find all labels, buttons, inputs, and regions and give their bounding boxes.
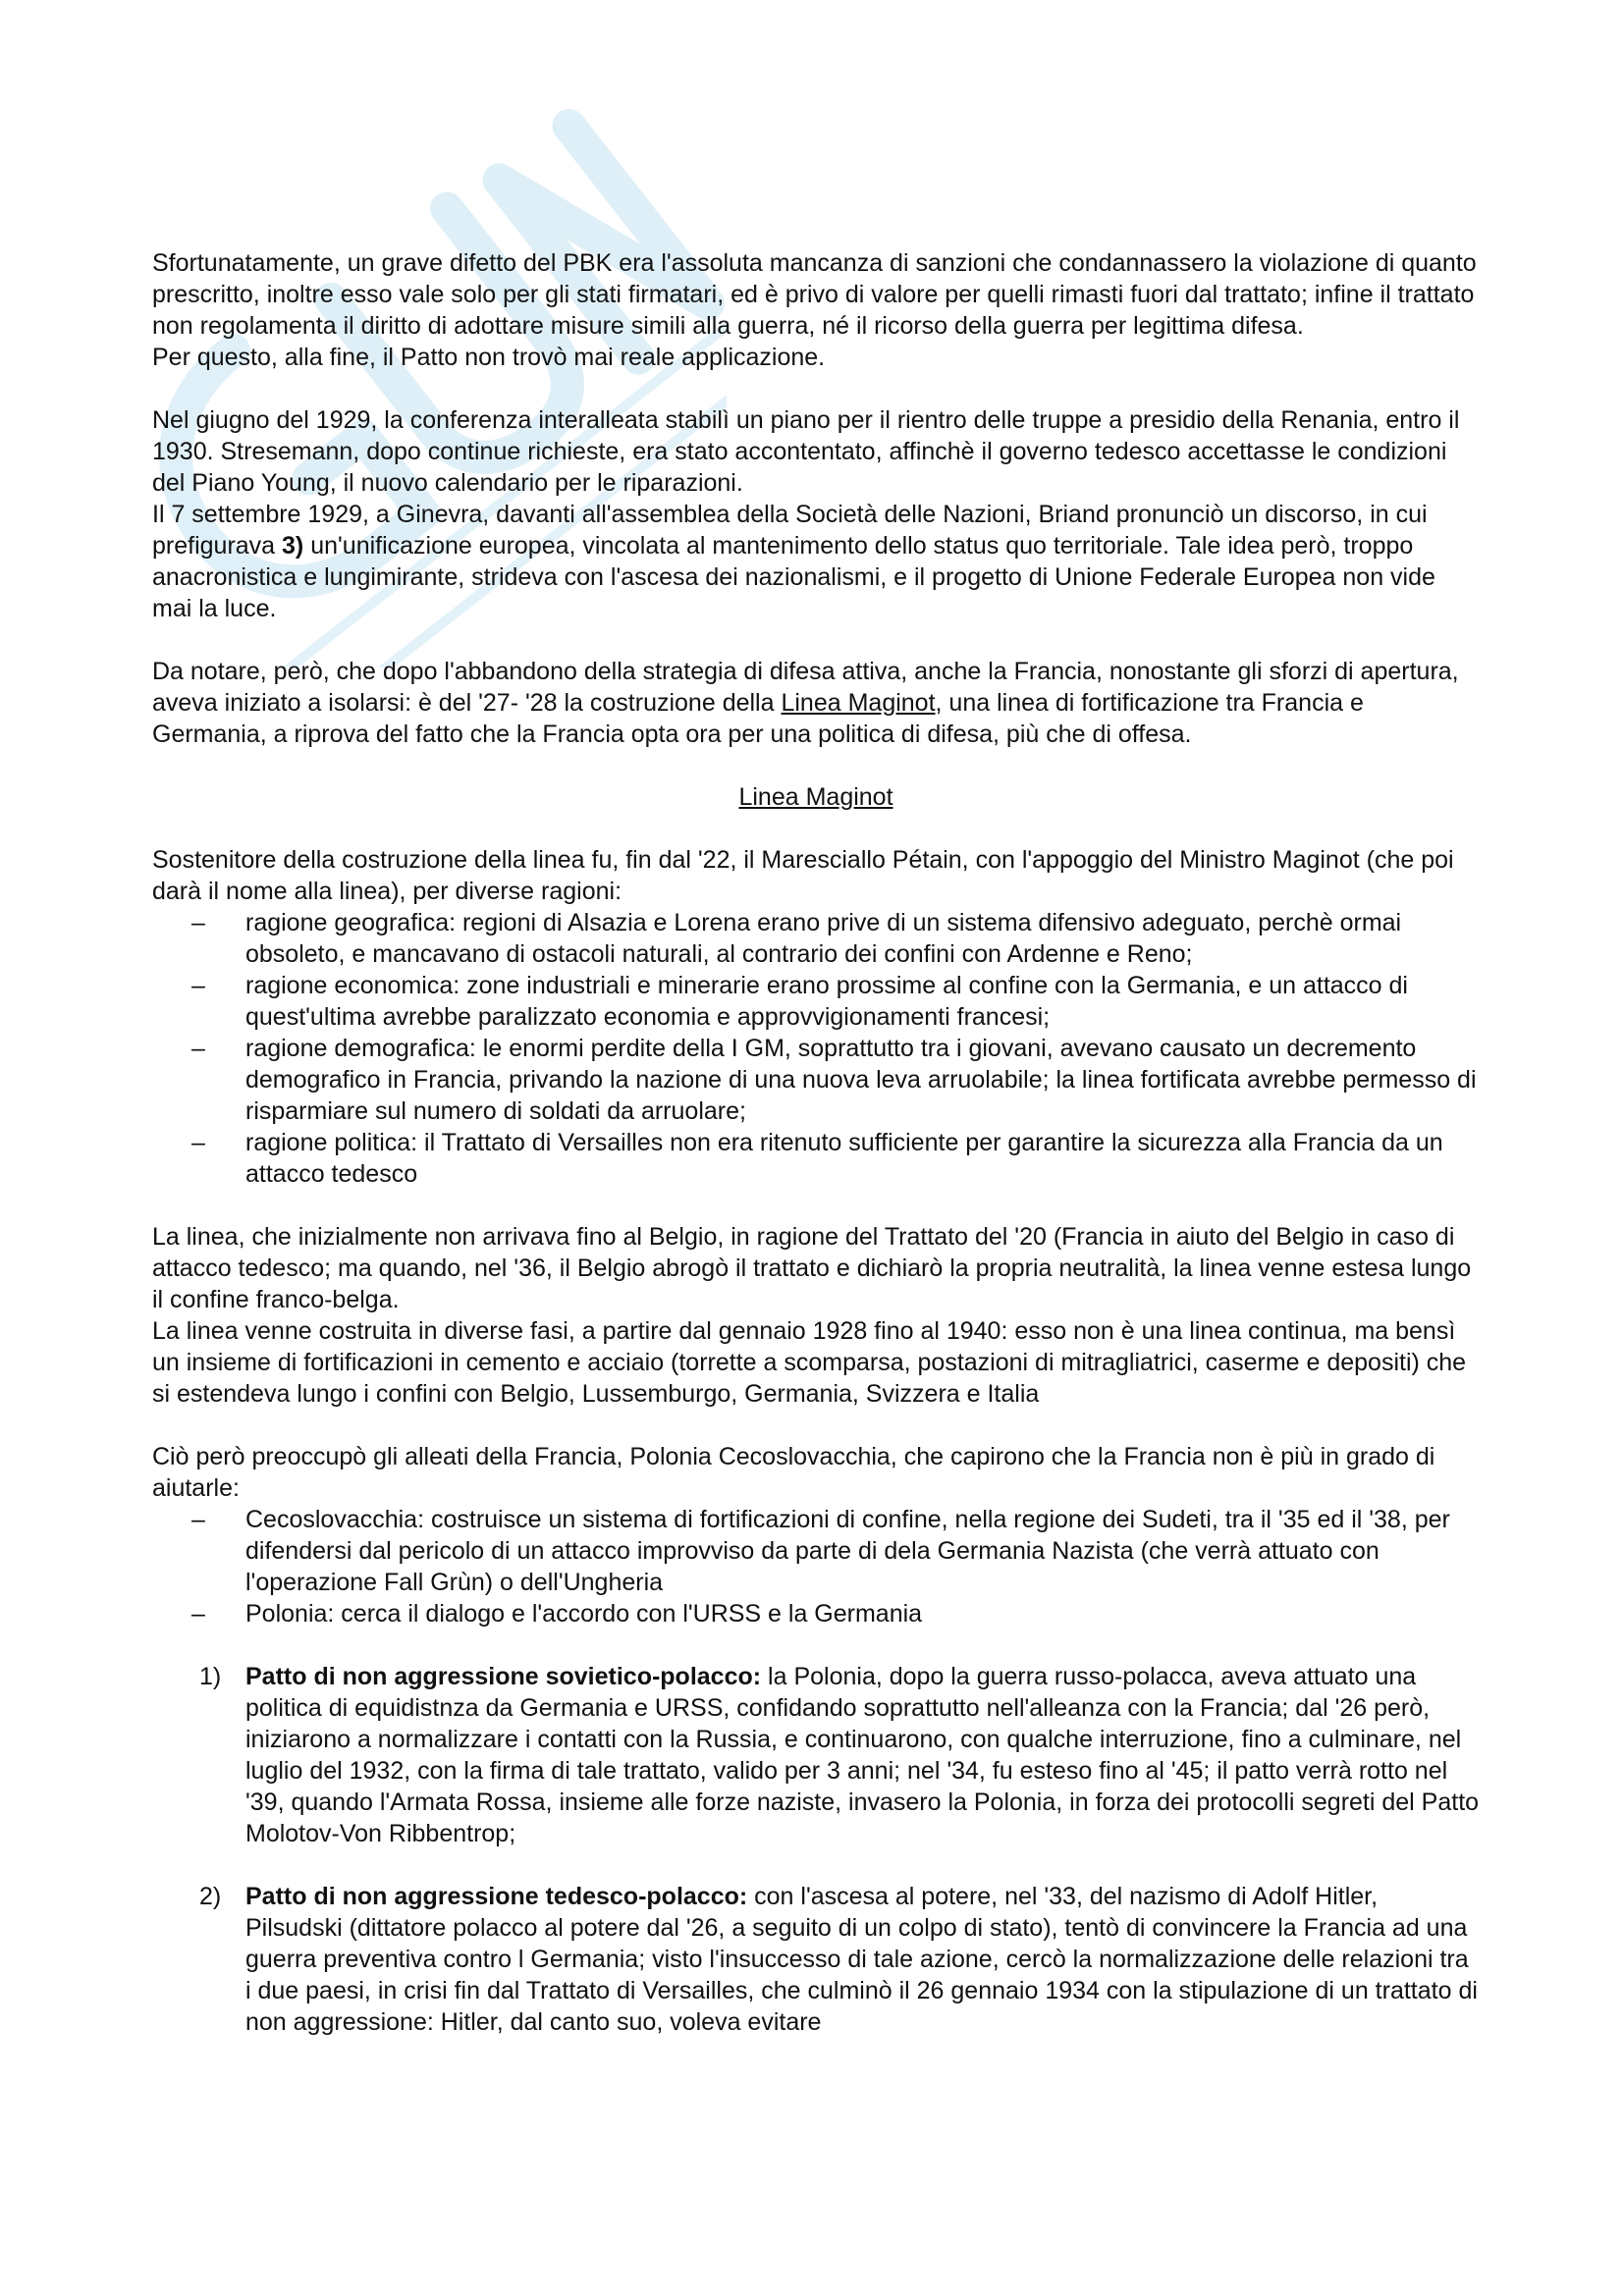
paragraph: Da notare, però, che dopo l'abbandono della strategia di difesa attiva, anche la Francia, nonostante gli sforzi di apertura, aveva iniziato a isolarsi: è del '27- '28 la costruzione della Linea Maginot, una linea di fortificazione tra Francia e Germania, a riprova del fatto che la Francia opta ora per una politica di difesa, più che di offesa. xyxy=(152,658,1459,748)
paragraph: La linea venne costruita in diverse fasi, a partire dal gennaio 1928 fino al 1940: esso non è una linea continua, ma bensì un insieme di fortificazioni in cemento e acciaio (torrette a scomparsa, postazioni di mitragliatrici, caserme e depositi) che si estendeva lungo i confini con Belgio, Lussemburgo, Germania, Svizzera e Italia xyxy=(152,1317,1467,1408)
list-item: – ragione politica: il Trattato di Versailles non era ritenuto sufficiente per garantire la sicurezza alla Francia da un attacco tedesco xyxy=(245,1127,1480,1190)
paragraph: Il 7 settembre 1929, a Ginevra, davanti all'assemblea della Società delle Nazioni, Briand pronunciò un discorso, in cui prefigurava 3) un'unificazione europea, vincolata al mantenimento dello status quo territoriale. Tale idea però, troppo anacronistica e lungimirante, strideva con l'ascesa dei nazionalismi, e il progetto di Unione Federale Europea non vide mai la luce. xyxy=(152,501,1435,622)
reference-marker: 3) xyxy=(282,532,304,560)
item-text: con l'ascesa al potere, nel '33, del nazismo di Adolf Hitler, Pilsudski (dittatore polacco al potere dal '26, a seguito di un colpo di stato), tentò di convincere la Francia ad una guerra preventiva contro l Germania; visto l'insuccesso di tale azione, cercò la normalizzazione delle relazioni tra i due paesi, in crisi fin dal Trattato di Versailles, che culminò il 26 gennaio 1934 con la stipulazione di un trattato di non aggressione: Hitler, dal canto suo, voleva evitare xyxy=(245,1883,1478,2036)
paragraph: Per questo, alla fine, il Patto non trovò mai reale applicazione. xyxy=(152,344,826,371)
underlined-term: Linea Maginot xyxy=(781,689,936,717)
paragraph: Sfortunatamente, un grave difetto del PBK era l'assoluta mancanza di sanzioni che condannassero la violazione di quanto prescritto, inoltre esso vale solo per gli stati firmatari, ed è privo di valore per quelli rimasti fuori dal trattato; infine il trattato non regolamenta il diritto di adottare misure simili alla guerra, né il ricorso della guerra per legittima difesa. xyxy=(152,249,1477,340)
list-item: – Polonia: cerca il dialogo e l'accordo con l'URSS e la Germania xyxy=(245,1598,1480,1629)
numbered-item xyxy=(152,1661,1480,1849)
paragraph: Nel giugno del 1929, la conferenza interalleata stabilì un piano per il rientro delle truppe a presidio della Renania, entro il 1930. Stresemann, dopo continue richieste, era stato accontentato, affinchè il governo tedesco accettasse le condizioni del Piano Young, il nuovo calendario per le riparazioni. xyxy=(152,406,1460,497)
list-item: – ragione economica: zone industriali e minerarie erano prossime al confine con la Germania, e un attacco di quest'ultima avrebbe paralizzato economia e approvvigionamenti francesi; xyxy=(245,970,1480,1033)
paragraph: La linea, che inizialmente non arrivava fino al Belgio, in ragione del Trattato del '20 (Francia in aiuto del Belgio in caso di attacco tedesco; ma quando, nel '36, il Belgio abrogò il trattato e dichiarò la propria neutralità, la linea venne estesa lungo il confine franco-belga. xyxy=(152,1223,1472,1313)
list-item: – ragione demografica: le enormi perdite della I GM, soprattutto tra i giovani, avevano causato un decremento demografico in Francia, privando la nazione di una nuova leva arruolabile; la linea fortificata avrebbe permesso di risparmiare sul numero di soldati da arruolare; xyxy=(245,1033,1480,1127)
list-item: – Cecoslovacchia: costruisce un sistema di fortificazioni di confine, nella regione dei Sudeti, tra il '35 ed il '38, per difendersi dal pericolo di un attacco improvviso da parte di dela Germania Nazista (che verrà attuato con l'operazione Fall Grùn) o dell'Ungheria xyxy=(245,1504,1480,1598)
allies-list xyxy=(152,1504,1480,1629)
list-item: – ragione geografica: regioni di Alsazia e Lorena erano prive di un sistema difensivo adeguato, perchè ormai obsoleto, e mancavano di ostacoli naturali, al contrario dei confini con Ardenne e Reno; xyxy=(245,907,1480,970)
item-number: 2) xyxy=(199,1883,222,1910)
section-heading: Linea Maginot xyxy=(738,783,893,811)
paragraph: Ciò però preoccupò gli alleati della Francia, Polonia Cecoslovacchia, che capirono che la Francia non è più in grado di aiutarle: xyxy=(152,1443,1435,1502)
item-title: Patto di non aggressione sovietico-polacco: xyxy=(245,1663,762,1690)
numbered-item xyxy=(152,1881,1480,2038)
item-title: Patto di non aggressione tedesco-polacco: xyxy=(245,1883,748,1910)
item-number: 1) xyxy=(199,1663,222,1690)
paragraph: Sostenitore della costruzione della linea fu, fin dal '22, il Maresciallo Pétain, con l'appoggio del Ministro Maginot (che poi darà il nome alla linea), per diverse ragioni: xyxy=(152,846,1454,905)
item-text: la Polonia, dopo la guerra russo-polacca, aveva attuato una politica di equidistnza da Germania e URSS, confidando soprattutto nell'alleanza con la Francia; dal '26 però, iniziarono a normalizzare i contatti con la Russia, e continuarono, con qualche interruzione, fino a culminare, nel luglio del 1932, con la firma di tale trattato, valido per 3 anni; nel '34, fu esteso fino al '45; il patto verrà rotto nel '39, quando l'Armata Rossa, insieme alle forze naziste, invasero la Polonia, in forza dei protocolli segreti del Patto Molotov-Von Ribbentrop; xyxy=(245,1663,1480,1847)
document-page xyxy=(152,247,1480,2038)
reasons-list xyxy=(152,907,1480,1190)
